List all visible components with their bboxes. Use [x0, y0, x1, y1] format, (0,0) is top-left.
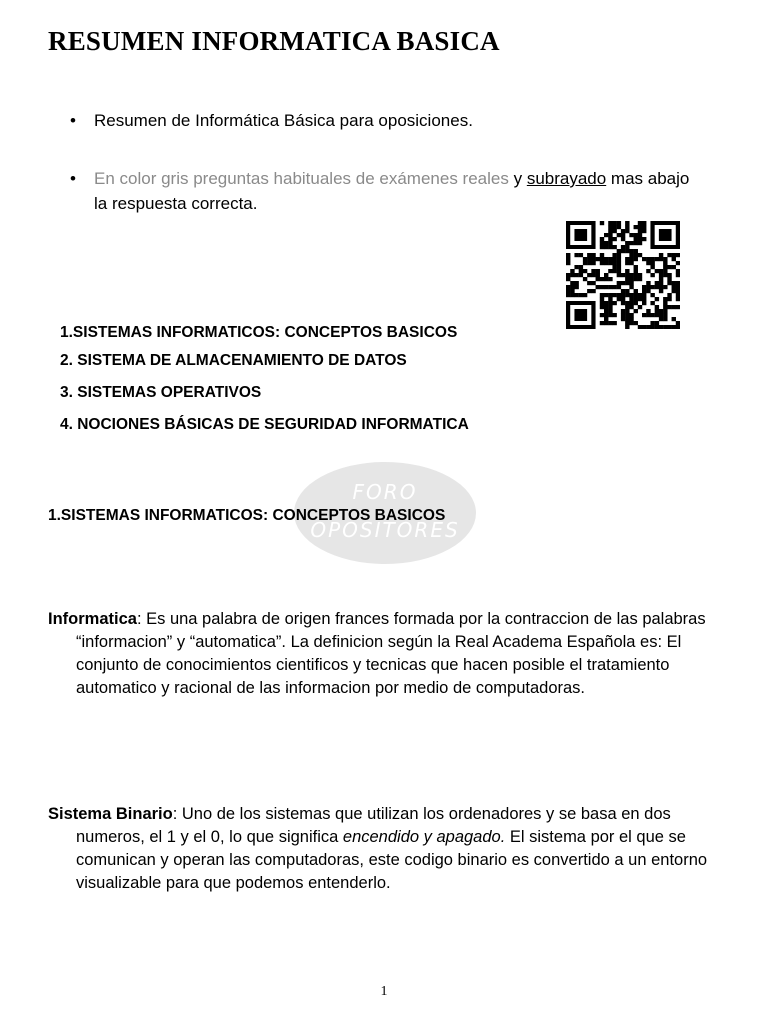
- bullet-dot-icon: •: [70, 169, 76, 188]
- toc-item-4: 4. NOCIONES BÁSICAS DE SEGURIDAD INFORMATICA: [60, 416, 469, 433]
- section-heading: 1.SISTEMAS INFORMATICOS: CONCEPTOS BASICOS: [48, 507, 446, 524]
- definition-binario-end: El sistema por el que se comunican y operan las computadoras, este codigo binario es convertido a un entorno visualizable para que podemos entenderlo.: [76, 828, 708, 892]
- qr-code-icon: [566, 221, 680, 329]
- watermark-line-2: OPOSITORES: [310, 518, 460, 542]
- underlined-legend-text: subrayado: [526, 169, 607, 188]
- term-informatica: Informatica: [48, 610, 137, 628]
- definition-binario-start: : Uno de los sistemas que utilizan los ordenadores y se basa en dos numeros, el 1 y el 0, lo que significa: [76, 805, 671, 846]
- legend-connector-text: y: [508, 169, 527, 188]
- paragraph-sistema-binario: [48, 803, 738, 895]
- definition-binario-italic: encendido y apagado.: [342, 828, 506, 846]
- bullet-dot-icon: •: [70, 111, 76, 130]
- legend-rest-text: mas abajo la respuesta correcta.: [94, 169, 690, 213]
- page-title: RESUMEN INFORMATICA BASICA: [48, 26, 500, 56]
- bullet-text: Resumen de Informática Básica para oposiciones.: [94, 111, 473, 130]
- page-number: 1: [380, 984, 388, 999]
- toc-item-3: 3. SISTEMAS OPERATIVOS: [60, 384, 262, 401]
- watermark-line-1: FORO: [352, 480, 418, 504]
- term-sistema-binario: Sistema Binario: [48, 805, 173, 823]
- definition-informatica: : Es una palabra de origen frances formada por la contraccion de las palabras “informacion” y “automatica”. La definicion según la Real Academa Española es: El conjunto de conocimientos cientificos y tecnicas que hacen posible el tratamiento automatico y racional de las informacion por medio de computadoras.: [76, 610, 706, 697]
- paragraph-informatica: [48, 608, 738, 700]
- gray-legend-text: En color gris preguntas habituales de exámenes reales: [94, 169, 509, 188]
- intro-bullet-list: [70, 108, 690, 216]
- toc-item-2: 2. SISTEMA DE ALMACENAMIENTO DE DATOS: [60, 352, 407, 369]
- bullet-item-summary: [70, 108, 690, 133]
- bullet-item-legend: [70, 166, 690, 216]
- toc-item-1: 1.SISTEMAS INFORMATICOS: CONCEPTOS BASICOS: [60, 324, 458, 341]
